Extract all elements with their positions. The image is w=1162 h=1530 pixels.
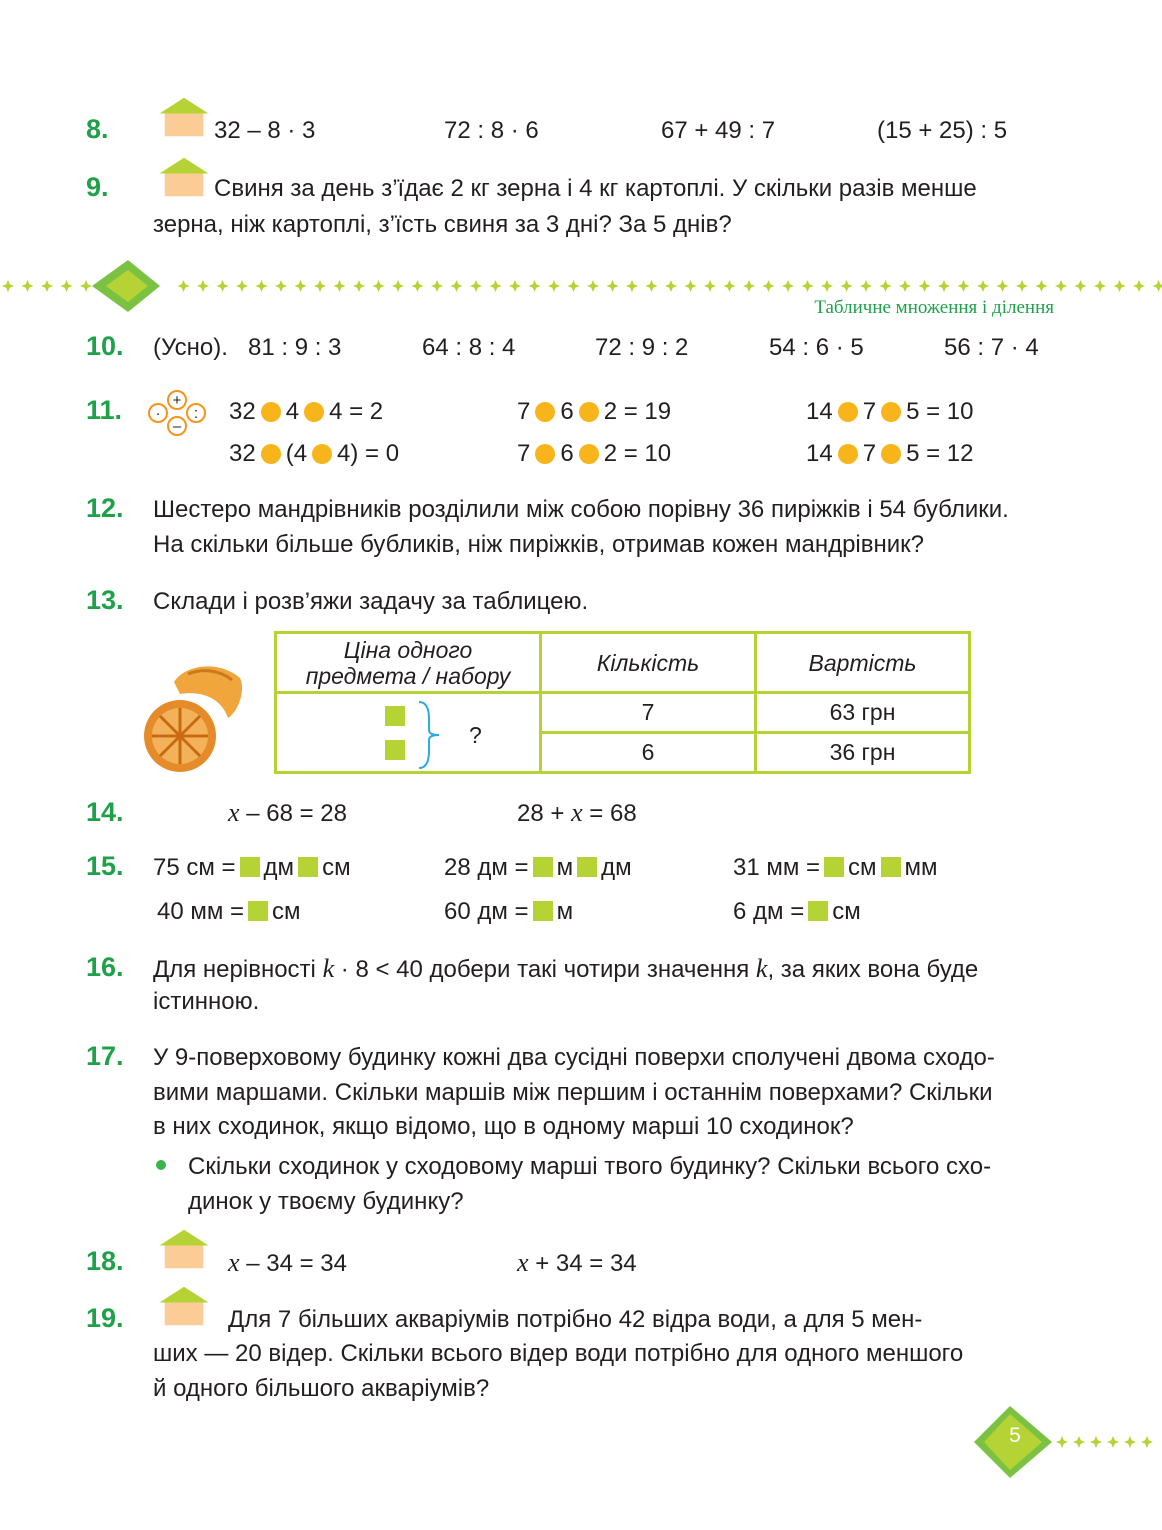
star-ornament	[587, 280, 599, 292]
conversion: 40 мм = см	[157, 898, 301, 925]
star-ornament	[509, 280, 521, 292]
star-ornament	[548, 280, 560, 292]
expression: 64 : 8 : 4	[422, 334, 516, 361]
home-task-icon	[156, 1285, 212, 1327]
data-table	[274, 631, 971, 774]
oral-label: (Усно).	[153, 334, 228, 361]
star-ornament	[1073, 1436, 1085, 1448]
blank-square	[248, 901, 268, 921]
expression: 81 : 9 : 3	[248, 334, 342, 361]
star-ornament	[802, 280, 814, 292]
star-ornament	[275, 280, 287, 292]
star-ornament	[314, 280, 326, 292]
star-ornament	[899, 280, 911, 292]
star-ornament	[1075, 280, 1087, 292]
star-ornament	[841, 280, 853, 292]
blank-square	[240, 857, 260, 877]
home-task-icon	[156, 156, 212, 198]
star-ornament	[1056, 1436, 1068, 1448]
star-ornament	[178, 280, 190, 292]
exercise-number: 12.	[86, 493, 124, 523]
home-task-icon	[156, 96, 212, 138]
operation-placeholder	[312, 444, 332, 464]
task-text: Шестеро мандрівників розділили між собою порівну 36 пиріжків і 54 бублики.	[153, 496, 1009, 523]
star-ornament	[353, 280, 365, 292]
star-ornament	[743, 280, 755, 292]
star-ornament	[938, 280, 950, 292]
blank-square	[385, 706, 405, 726]
task-text: Для 7 більших акваріумів потрібно 42 відра води, а для 5 мен-	[228, 1306, 923, 1333]
star-ornament	[256, 280, 268, 292]
equation: x + 34 = 34	[517, 1248, 637, 1277]
star-ornament	[880, 280, 892, 292]
conversion: 28 дм = м дм	[444, 854, 632, 881]
task-text: вими маршами. Скільки маршів між першим і останнім поверхами? Скільки	[153, 1079, 993, 1106]
task-text: Свиня за день з’їдає 2 кг зерна і 4 кг картоплі. У скільки разів менше	[214, 175, 977, 202]
star-ornament	[860, 280, 872, 292]
operation-placeholder	[838, 444, 858, 464]
expression: 72 : 8 · 6	[444, 117, 539, 144]
blank-square	[808, 901, 828, 921]
star-ornament	[958, 280, 970, 292]
svg-text:·: ·	[155, 405, 161, 422]
task-text: У 9-поверховому будинку кожні два сусідні поверхи сполучені двома сходо-	[153, 1044, 995, 1071]
star-ornament	[334, 280, 346, 292]
operation-placeholder	[535, 402, 555, 422]
star-ornament	[919, 280, 931, 292]
expression: 56 : 7 · 4	[944, 334, 1039, 361]
star-ornament	[41, 280, 53, 292]
star-ornament	[1114, 280, 1126, 292]
equation: 28 + x = 68	[517, 798, 637, 827]
task-text: Склади і розв’яжи задачу за таблицею.	[153, 588, 589, 615]
blank-square	[298, 857, 318, 877]
exercise-number: 8.	[86, 114, 109, 144]
star-ornament	[1055, 280, 1067, 292]
operation-placeholder	[881, 402, 901, 422]
price-cell	[276, 693, 541, 773]
home-task-icon	[156, 1228, 212, 1270]
exercise-number: 17.	[86, 1041, 124, 1071]
star-ornament	[724, 280, 736, 292]
star-ornament	[704, 280, 716, 292]
star-ornament	[997, 280, 1009, 292]
equation: 32 (4 4) = 0	[229, 440, 400, 467]
star-ornament	[22, 280, 34, 292]
table-header: Кількість	[541, 633, 756, 693]
star-ornament	[1090, 1436, 1102, 1448]
star-ornament	[1094, 280, 1106, 292]
star-ornament	[763, 280, 775, 292]
star-ornament	[412, 280, 424, 292]
svg-text::: :	[193, 405, 199, 422]
task-text: й одного більшого акваріумів?	[153, 1375, 490, 1402]
svg-text:+: +	[172, 392, 182, 409]
brace-icon	[417, 700, 441, 770]
task-text: На скільки більше бубликів, ніж пиріжків, отримав кожен мандрівник?	[153, 531, 925, 558]
equation: 7 6 2 = 19	[517, 398, 672, 425]
star-ornament	[607, 280, 619, 292]
operation-placeholder	[579, 402, 599, 422]
equation: x – 68 = 28	[228, 798, 347, 827]
exercise-number: 16.	[86, 952, 124, 982]
conversion: 60 дм = м	[444, 898, 574, 925]
task-text: істинною.	[153, 988, 260, 1015]
pastry-image	[140, 660, 252, 775]
star-ornament	[665, 280, 677, 292]
exercise-number: 13.	[86, 585, 124, 615]
exercise-number: 18.	[86, 1246, 124, 1276]
equation: 7 6 2 = 10	[517, 440, 672, 467]
table-header: Вартість	[756, 633, 970, 693]
table-cell: 63 грн	[756, 693, 970, 733]
star-ornament	[821, 280, 833, 292]
equation: 14 7 5 = 10	[806, 398, 974, 425]
star-ornament	[236, 280, 248, 292]
conversion: 75 см = дм см	[153, 854, 351, 881]
star-ornament	[1124, 1436, 1136, 1448]
star-ornament	[80, 280, 92, 292]
star-ornament	[977, 280, 989, 292]
expression: 67 + 49 : 7	[661, 117, 776, 144]
exercise-number: 14.	[86, 797, 124, 827]
svg-text:–: –	[172, 418, 182, 435]
table-cell: 6	[541, 733, 756, 773]
star-ornament	[529, 280, 541, 292]
equation: 14 7 5 = 12	[806, 440, 974, 467]
equation: x – 34 = 34	[228, 1248, 347, 1277]
star-ornament	[470, 280, 482, 292]
task-text: зерна, ніж картоплі, з’їсть свиня за 3 дні? За 5 днів?	[153, 211, 732, 238]
star-ornament	[1141, 1436, 1153, 1448]
star-ornament	[685, 280, 697, 292]
page-number: 5	[1009, 1424, 1021, 1447]
star-ornament	[568, 280, 580, 292]
page-number-ornament	[970, 1404, 1162, 1480]
task-text: ших — 20 відер. Скільки всього відер води потрібно для одного меншого	[153, 1340, 964, 1367]
blank-square	[533, 901, 553, 921]
task-text: Скільки сходинок у сходовому марші твого будинку? Скільки всього схо-	[188, 1153, 992, 1180]
star-ornament	[626, 280, 638, 292]
operation-placeholder	[838, 402, 858, 422]
expression: 32 – 8 · 3	[214, 117, 316, 144]
operation-placeholder	[261, 402, 281, 422]
star-ornament	[490, 280, 502, 292]
star-ornament	[1107, 1436, 1119, 1448]
conversion: 6 дм = см	[733, 898, 861, 925]
exercise-number: 10.	[86, 331, 124, 361]
exercise-number: 11.	[86, 395, 123, 425]
exercise-number: 19.	[86, 1303, 124, 1333]
star-ornament	[217, 280, 229, 292]
equation: 32 4 4 = 2	[229, 398, 384, 425]
star-ornament	[782, 280, 794, 292]
table-cell: 36 грн	[756, 733, 970, 773]
table-header: Ціна одного предмета / набору	[276, 633, 541, 693]
blank-square	[533, 857, 553, 877]
bullet-icon	[156, 1160, 166, 1170]
exercise-number: 9.	[86, 172, 109, 202]
star-ornament	[451, 280, 463, 292]
operation-placeholder	[881, 444, 901, 464]
star-ornament	[61, 280, 73, 292]
star-ornament	[1153, 280, 1162, 292]
star-ornament	[646, 280, 658, 292]
task-text: динок у твоєму будинку?	[188, 1188, 464, 1215]
task-text: Для нерівності k · 8 < 40 добери такі чотири значення k, за яких вона буде	[153, 954, 979, 983]
star-ornament	[2, 280, 14, 292]
exercise-number: 15.	[86, 851, 124, 881]
section-title: Табличне множення і ділення	[814, 297, 1054, 318]
conversion: 31 мм = см мм	[733, 854, 938, 881]
expression: 54 : 6 · 5	[769, 334, 864, 361]
star-ornament	[197, 280, 209, 292]
star-ornament	[392, 280, 404, 292]
star-ornament	[295, 280, 307, 292]
star-ornament	[1133, 280, 1145, 292]
question-mark: ?	[469, 722, 482, 748]
blank-square	[881, 857, 901, 877]
expression: (15 + 25) : 5	[877, 117, 1008, 144]
star-ornament	[431, 280, 443, 292]
operation-placeholder	[304, 402, 324, 422]
table-cell: 7	[541, 693, 756, 733]
task-text: в них сходинок, якщо відомо, що в одному марші 10 сходинок?	[153, 1113, 854, 1140]
blank-square	[577, 857, 597, 877]
blank-square	[824, 857, 844, 877]
star-ornament	[373, 280, 385, 292]
star-ornament	[1036, 280, 1048, 292]
operation-placeholder	[579, 444, 599, 464]
operation-placeholder	[261, 444, 281, 464]
star-ornament	[1016, 280, 1028, 292]
operation-placeholder	[535, 444, 555, 464]
blank-square	[385, 740, 405, 760]
operations-icon	[146, 390, 208, 438]
expression: 72 : 9 : 2	[595, 334, 689, 361]
